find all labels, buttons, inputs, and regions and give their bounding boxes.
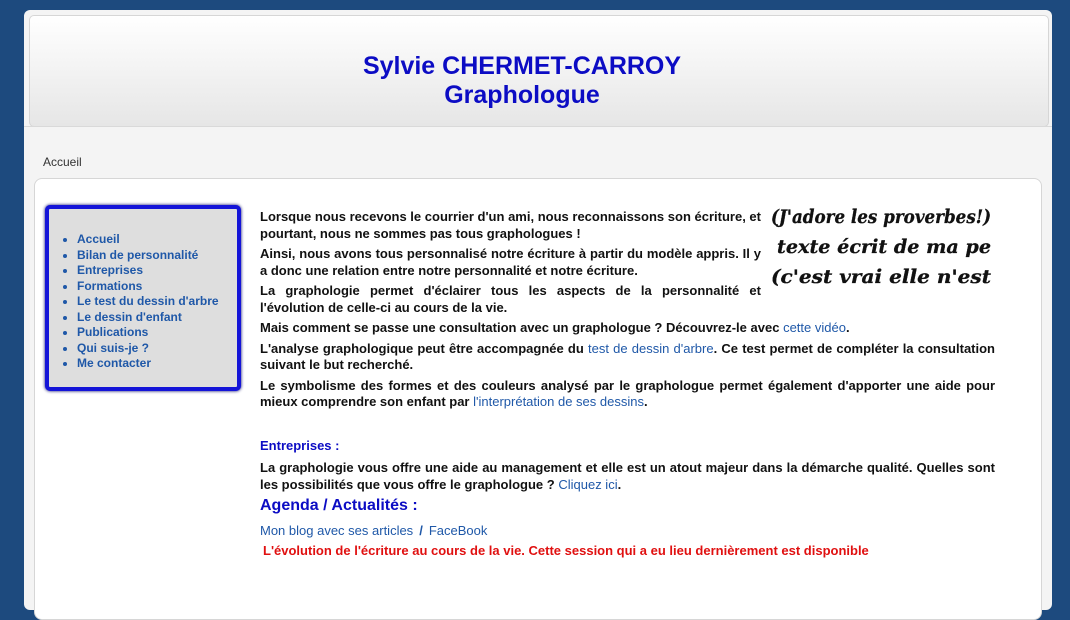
video-link[interactable]: cette vidéo <box>783 320 846 335</box>
entreprises-end: . <box>617 476 622 492</box>
content-box <box>34 178 1042 620</box>
menu-item-publications[interactable] <box>77 325 219 341</box>
menu-item-contact[interactable] <box>77 356 219 372</box>
social-links-row <box>260 523 995 540</box>
site-title[interactable] <box>30 52 1014 110</box>
menu-list <box>49 232 219 372</box>
link-separator: / <box>419 522 423 538</box>
menu-link-publications[interactable]: Publications <box>77 325 149 339</box>
site-title-name[interactable]: Sylvie CHERMET-CARROY <box>362 52 682 80</box>
menu-item-formations[interactable] <box>77 279 219 295</box>
intro-paragraph-2: Ainsi, nous avons tous personnalisé notre écriture à partir du modèle appris. Il y a donc une relation entre notre personnalité et notre écriture. <box>260 246 761 278</box>
cliquez-ici-link[interactable]: Cliquez ici <box>558 476 618 492</box>
tree-test-text: L'analyse graphologique peut être accompagnée du <box>260 340 584 356</box>
intro-paragraph-3: La graphologie permet d'éclairer tous les aspects de la personnalité et l'évolution de celle-ci au cours de la vie. <box>260 283 761 315</box>
main-content <box>260 206 995 560</box>
menu-link-entreprises[interactable]: Entreprises <box>77 263 144 277</box>
menu-link-dessin-enfant[interactable]: Le dessin d'enfant <box>77 309 182 324</box>
handwriting-line-2: texte écrit de ma pe <box>777 236 991 258</box>
handwriting-sample-image <box>767 197 995 293</box>
handwriting-line-1: (J'adore les proverbes!) <box>771 206 991 228</box>
menu-item-bilan[interactable] <box>77 248 219 264</box>
tree-test-paragraph <box>260 341 995 374</box>
blog-link[interactable]: Mon blog avec ses articles <box>260 522 414 538</box>
child-drawing-end: . <box>643 394 648 409</box>
intro-paragraph-1: Lorsque nous recevons le courrier d'un ami, nous reconnaissons son écriture, et pourtant, nous ne sommes pas tous graphologues ! <box>260 209 761 241</box>
agenda-heading: Agenda / Actualités : <box>260 497 418 514</box>
menu-item-arbre[interactable] <box>77 294 219 310</box>
menu-link-qui-suis-je[interactable]: Qui suis-je ? <box>77 340 150 355</box>
tree-test-link[interactable]: test de dessin d'arbre <box>587 340 714 356</box>
consultation-text: Mais comment se passe une consultation avec un graphologue ? Découvrez-le avec <box>260 320 780 335</box>
header-divider <box>24 126 1052 127</box>
menu-link-formations[interactable]: Formations <box>77 278 143 293</box>
handwriting-line-3: (c'est vrai elle n'est <box>771 266 992 288</box>
consultation-paragraph <box>260 320 995 337</box>
tree-test-end: . Ce test permet de compléter la consultation suivant le but recherché. <box>260 340 995 372</box>
menu-link-accueil[interactable]: Accueil <box>77 232 120 246</box>
child-drawing-paragraph <box>260 378 995 411</box>
sidebar-menu <box>45 205 241 391</box>
entreprises-paragraph <box>260 460 995 493</box>
menu-item-dessin-enfant[interactable] <box>77 310 219 326</box>
menu-link-contact[interactable]: Me contacter <box>77 356 152 370</box>
entreprises-heading: Entreprises : <box>260 437 340 453</box>
session-notice[interactable]: L'évolution de l'écriture au cours de la vie. Cette session qui a eu lieu dernièrement est disponible <box>263 543 869 558</box>
consultation-end: . <box>845 320 850 335</box>
page-container <box>24 10 1052 610</box>
site-header <box>29 15 1049 127</box>
breadcrumb: Accueil <box>43 155 82 169</box>
entreprises-text: La graphologie vous offre une aide au management et elle est un atout majeur dans la démarche qualité. Quelles sont les possibilités que vous offre le graphologue ? <box>260 460 995 492</box>
menu-link-arbre[interactable]: Le test du dessin d'arbre <box>77 294 219 308</box>
site-title-profession[interactable]: Graphologue <box>444 81 600 109</box>
menu-link-bilan[interactable]: Bilan de personnalité <box>77 247 199 262</box>
child-drawing-text: Le symbolisme des formes et des couleurs analysé par le graphologue permet également d'apporter une aide pour mieux comprendre son enfant par <box>260 377 995 409</box>
child-drawing-link[interactable]: l'interprétation de ses dessins <box>473 394 644 409</box>
menu-item-qui-suis-je[interactable] <box>77 341 219 357</box>
facebook-link[interactable]: FaceBook <box>428 522 488 538</box>
menu-item-accueil[interactable] <box>77 232 219 248</box>
menu-item-entreprises[interactable] <box>77 263 219 279</box>
